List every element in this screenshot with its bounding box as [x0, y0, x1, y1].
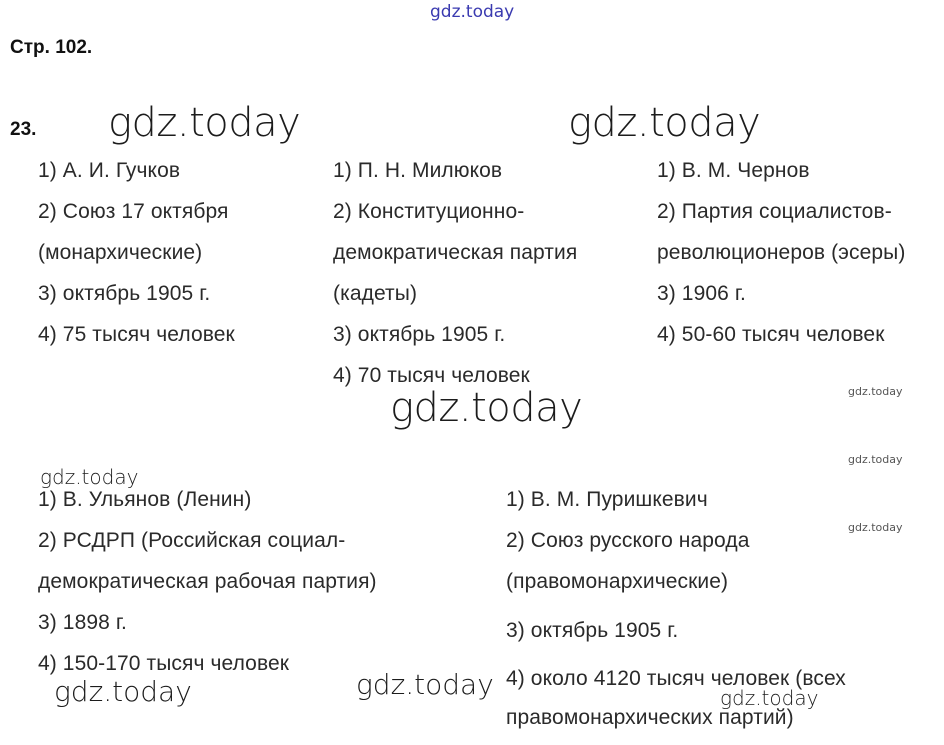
block-2-line-4: (кадеты) [333, 282, 418, 305]
page-label: Стр. 102. [10, 37, 93, 58]
block-2-line-6: 4) 70 тысяч человек [333, 364, 530, 387]
block-5-line-3: (правомонархические) [506, 570, 729, 593]
watermark-5: gdz.today [54, 675, 192, 708]
block-4-line-2: 2) РСДРП (Российская социал- [38, 529, 346, 552]
task-number: 23. [10, 119, 37, 140]
block-1-line-2: 2) Союз 17 октября [38, 200, 229, 223]
block-4-line-1: 1) В. Ульянов (Ленин) [38, 488, 252, 511]
watermark-tiny-1: gdz.today [848, 385, 903, 398]
watermark-7: gdz.today [720, 686, 819, 710]
watermark-tiny-3: gdz.today [848, 521, 903, 534]
block-3-line-1: 1) В. М. Чернов [657, 159, 810, 182]
block-4-line-4: 3) 1898 г. [38, 611, 127, 634]
block-3-line-4: 3) 1906 г. [657, 282, 746, 305]
block-1-line-5: 4) 75 тысяч человек [38, 323, 235, 346]
watermark-3: gdz.today [390, 385, 583, 431]
block-5-line-4: 3) октябрь 1905 г. [506, 619, 679, 642]
block-4-line-5: 4) 150-170 тысяч человек [38, 652, 290, 675]
block-3-line-5: 4) 50-60 тысяч человек [657, 323, 885, 346]
block-2-line-1: 1) П. Н. Милюков [333, 159, 503, 182]
watermark-top: gdz.today [430, 2, 515, 22]
block-2-line-5: 3) октябрь 1905 г. [333, 323, 506, 346]
watermark-1: gdz.today [108, 100, 301, 146]
block-5-line-1: 1) В. М. Пуришкевич [506, 488, 708, 511]
block-1-line-4: 3) октябрь 1905 г. [38, 282, 211, 305]
block-5-line-6: правомонархических партий) [506, 706, 794, 729]
watermark-2: gdz.today [568, 100, 761, 146]
watermark-4: gdz.today [40, 465, 139, 489]
block-5-line-2: 2) Союз русского народа [506, 529, 750, 552]
block-2-line-2: 2) Конституционно- [333, 200, 525, 223]
block-5-line-5: 4) около 4120 тысяч человек (всех [506, 667, 846, 690]
watermark-tiny-2: gdz.today [848, 453, 903, 466]
block-2-line-3: демократическая партия [333, 241, 578, 264]
block-1-line-1: 1) А. И. Гучков [38, 159, 181, 182]
watermark-6: gdz.today [356, 668, 494, 701]
block-3-line-2: 2) Партия социалистов- [657, 200, 892, 223]
block-4-line-3: демократическая рабочая партия) [38, 570, 377, 593]
block-1-line-3: (монархические) [38, 241, 203, 264]
block-3-line-3: революционеров (эсеры) [657, 241, 906, 264]
